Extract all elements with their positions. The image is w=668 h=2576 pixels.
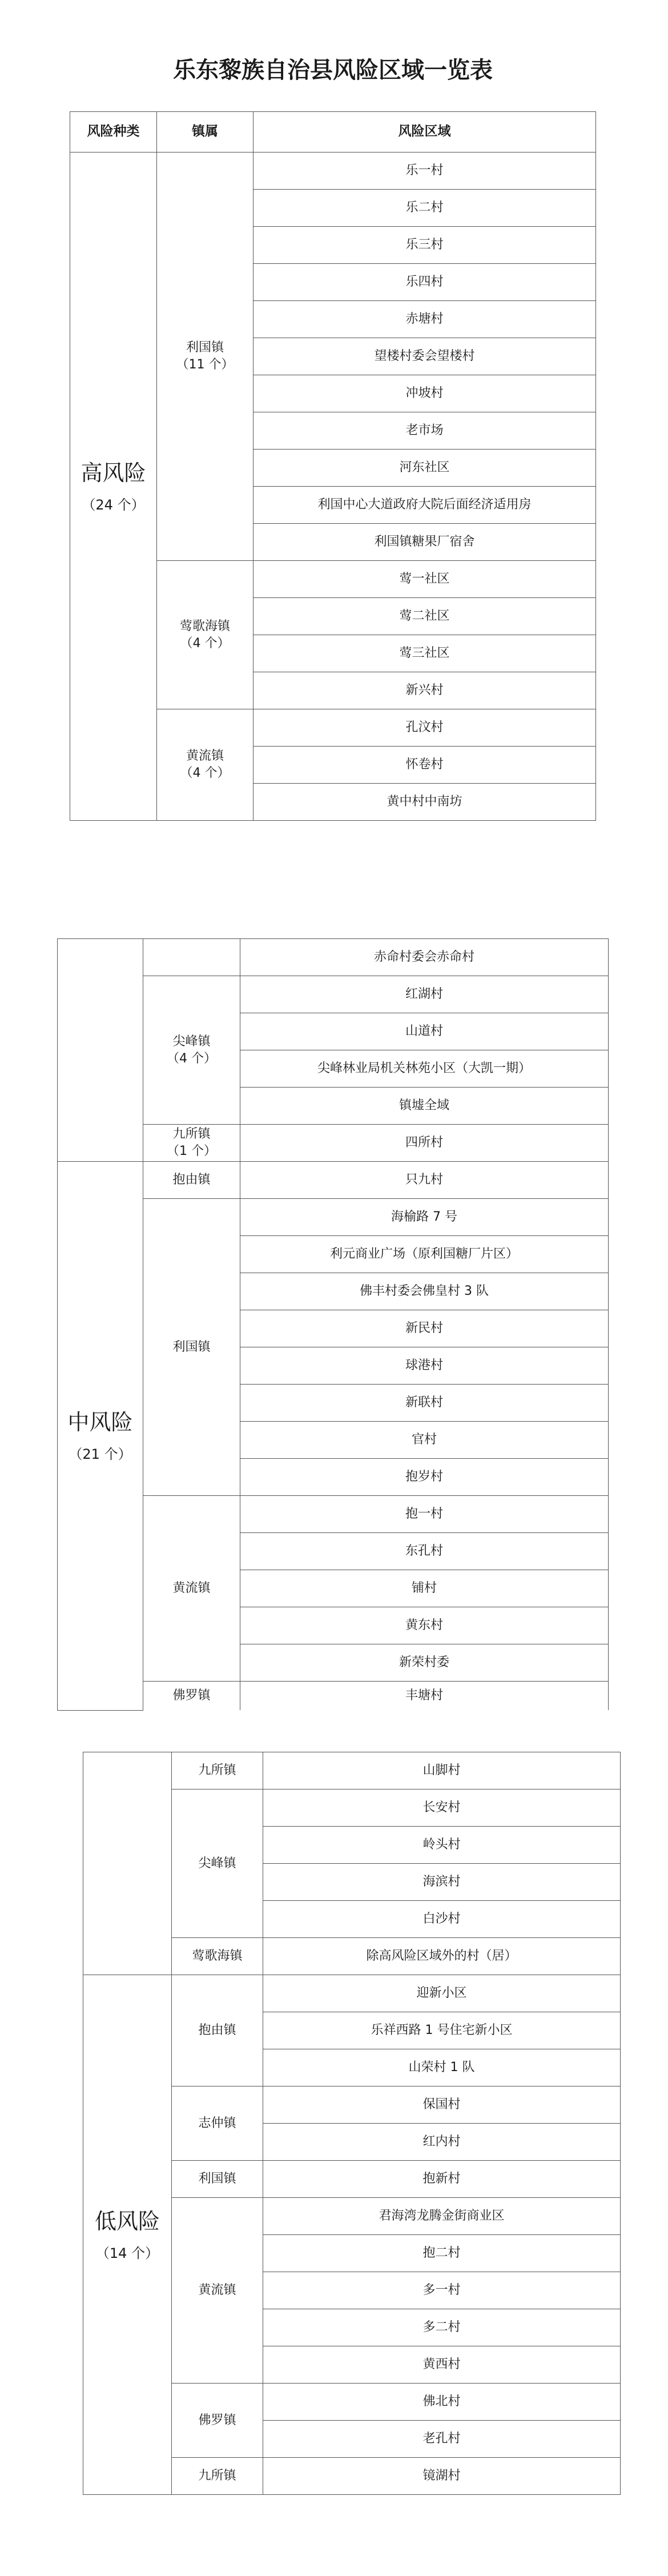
- town-cell: [157, 561, 253, 709]
- risk-area-cell: 海榆路 7 号: [240, 1199, 609, 1236]
- risk-area-cell: 山荣村 1 队: [263, 2049, 621, 2087]
- town-name: 九所镇: [198, 2469, 236, 2483]
- risk-level-count: （24 个）: [82, 496, 145, 513]
- risk-area-cell: 四所村: [240, 1125, 609, 1162]
- risk-area-cell: 乐四村: [253, 264, 596, 301]
- town-cell: [143, 1496, 240, 1682]
- risk-area-cell: 红内村: [263, 2124, 621, 2161]
- town-name: 九所镇: [172, 1127, 211, 1142]
- risk-area-cell: 黄西村: [263, 2346, 621, 2384]
- risk-area-cell: 红湖村: [240, 976, 609, 1013]
- town-name: 尖峰镇: [198, 1856, 236, 1871]
- risk-area-cell: 冲坡村: [253, 375, 596, 412]
- risk-area-cell: 黄东村: [240, 1607, 609, 1644]
- town-cell: [143, 1125, 240, 1162]
- risk-area-cell: 佛丰村委会佛皇村 3 队: [240, 1273, 609, 1310]
- risk-area-cell: 乐祥西路 1 号住宅新小区: [263, 2012, 621, 2049]
- risk-area-cell: 望楼村委会望楼村: [253, 338, 596, 375]
- risk-area-cell: 抱一村: [240, 1496, 609, 1533]
- risk-area-cell: 新民村: [240, 1310, 609, 1347]
- town-cell: [172, 2161, 263, 2198]
- town-cell: [143, 1162, 240, 1199]
- area-header: 风险区域: [253, 112, 596, 153]
- risk-area-cell: 孔汶村: [253, 709, 596, 747]
- table-row: [83, 1975, 621, 2012]
- risk-type-cell: [58, 1162, 143, 1711]
- town-name: 莺歌海镇: [179, 619, 230, 633]
- risk-area-cell: 除高风险区域外的村（居）: [263, 1938, 621, 1975]
- sheet-1: [70, 29, 596, 821]
- town-name: 黄流镇: [198, 2283, 236, 2298]
- risk-area-cell: 莺二社区: [253, 598, 596, 635]
- town-header: 镇属: [157, 112, 253, 153]
- title-row: [70, 29, 596, 112]
- risk-area-cell: 白沙村: [263, 1901, 621, 1938]
- town-cell: [143, 976, 240, 1125]
- risk-area-cell: 老市场: [253, 412, 596, 450]
- risk-area-cell: 利国中心大道政府大院后面经济适用房: [253, 487, 596, 524]
- town-count: （11 个）: [176, 358, 234, 372]
- risk-area-cell: 河东社区: [253, 450, 596, 487]
- risk-area-cell: 迎新小区: [263, 1975, 621, 2012]
- risk-area-cell: 保国村: [263, 2087, 621, 2124]
- sheet-3: [83, 1752, 621, 2495]
- town-count: （4 个）: [167, 1051, 216, 1066]
- town-cell: [157, 709, 253, 821]
- town-name: 黄流镇: [172, 1581, 211, 1596]
- risk-table-3: [83, 1752, 621, 2495]
- town-cell: [172, 1752, 263, 1789]
- table-row: [58, 1162, 609, 1199]
- risk-level-name: 低风险: [94, 2208, 160, 2234]
- risk-area-cell: 新兴村: [253, 672, 596, 709]
- town-cell: [157, 153, 253, 561]
- risk-area-cell: 莺三社区: [253, 635, 596, 672]
- risk-area-cell: 赤命村委会赤命村: [240, 939, 609, 976]
- risk-area-cell: 乐三村: [253, 227, 596, 264]
- risk-area-cell: 怀卷村: [253, 747, 596, 784]
- town-cell: [143, 939, 240, 976]
- risk-area-cell: 只九村: [240, 1162, 609, 1199]
- risk-area-cell: 抱岁村: [240, 1459, 609, 1496]
- risk-area-cell: 赤塘村: [253, 301, 596, 338]
- town-name: 抱由镇: [198, 2023, 236, 2038]
- page-title: 乐东黎族自治县风险区域一览表: [70, 29, 596, 112]
- risk-area-cell: 乐二村: [253, 190, 596, 227]
- risk-area-cell: 君海湾龙腾金街商业区: [263, 2198, 621, 2235]
- risk-area-cell: 莺一社区: [253, 561, 596, 598]
- town-cell: [172, 2087, 263, 2161]
- risk-area-cell: 新联村: [240, 1385, 609, 1422]
- town-cell: [172, 2384, 263, 2458]
- risk-area-cell: 多二村: [263, 2309, 621, 2346]
- table-row: [83, 1752, 621, 1789]
- risk-level-name: 中风险: [67, 1409, 133, 1435]
- town-cell: [172, 2198, 263, 2384]
- risk-area-cell: 长安村: [263, 1789, 621, 1827]
- town-name: 佛罗镇: [172, 1688, 211, 1703]
- risk-type-cell-continued: [83, 1752, 172, 1975]
- risk-area-cell: 新荣村委: [240, 1644, 609, 1682]
- town-cell: [143, 1682, 240, 1711]
- table-row: [70, 153, 596, 190]
- sheet-2: [57, 938, 609, 1711]
- risk-area-cell: 黄中村中南坊: [253, 784, 596, 821]
- risk-area-cell: 官村: [240, 1422, 609, 1459]
- town-name: 抱由镇: [172, 1173, 211, 1187]
- risk-area-cell: 丰塘村: [240, 1682, 609, 1711]
- town-cell: [143, 1199, 240, 1496]
- town-name: 利国镇: [198, 2172, 236, 2186]
- town-cell: [172, 1938, 263, 1975]
- table-row: [58, 939, 609, 976]
- town-name: 尖峰镇: [172, 1034, 211, 1049]
- town-count: （4 个）: [180, 636, 230, 651]
- risk-area-cell: 乐一村: [253, 153, 596, 190]
- risk-area-cell: 岭头村: [263, 1827, 621, 1864]
- risk-area-cell: 老孔村: [263, 2421, 621, 2458]
- risk-area-cell: 镇墟全域: [240, 1088, 609, 1125]
- risk-area-cell: 山道村: [240, 1013, 609, 1050]
- risk-area-cell: 镜湖村: [263, 2458, 621, 2495]
- risk-type-header: 风险种类: [70, 112, 157, 153]
- town-cell: [172, 2458, 263, 2495]
- risk-area-cell: 抱新村: [263, 2161, 621, 2198]
- risk-level-count: （21 个）: [69, 1446, 132, 1463]
- risk-type-cell: [70, 153, 157, 821]
- town-name: 九所镇: [198, 1763, 236, 1778]
- town-name: 莺歌海镇: [192, 1949, 243, 1964]
- town-cell: [172, 1789, 263, 1938]
- risk-table-1: [70, 29, 596, 821]
- town-count: （4 个）: [180, 766, 230, 780]
- risk-area-cell: 东孔村: [240, 1533, 609, 1570]
- town-name: 佛罗镇: [198, 2413, 236, 2427]
- town-name: 志仲镇: [198, 2116, 236, 2130]
- risk-area-cell: 多一村: [263, 2272, 621, 2309]
- risk-area-cell: 铺村: [240, 1570, 609, 1607]
- risk-area-cell: 尖峰林业局机关林苑小区（大凯一期）: [240, 1050, 609, 1088]
- risk-area-cell: 山脚村: [263, 1752, 621, 1789]
- risk-area-cell: 利元商业广场（原利国糖厂片区）: [240, 1236, 609, 1273]
- risk-level-name: 高风险: [81, 460, 146, 485]
- risk-area-cell: 利国镇糖果厂宿舍: [253, 524, 596, 561]
- risk-table-2: [57, 938, 609, 1711]
- risk-type-cell: [83, 1975, 172, 2495]
- town-cell: [172, 1975, 263, 2087]
- risk-area-cell: 球港村: [240, 1347, 609, 1385]
- risk-area-cell: 海滨村: [263, 1864, 621, 1901]
- risk-area-cell: 抱二村: [263, 2235, 621, 2272]
- town-count: （1 个）: [167, 1144, 216, 1158]
- town-name: 利国镇: [186, 340, 224, 355]
- risk-level-count: （14 个）: [95, 2245, 159, 2261]
- header-row: [70, 112, 596, 153]
- risk-area-cell: 佛北村: [263, 2384, 621, 2421]
- risk-type-cell-continued: [58, 939, 143, 1162]
- town-name: 黄流镇: [186, 749, 224, 764]
- town-name: 利国镇: [172, 1339, 211, 1354]
